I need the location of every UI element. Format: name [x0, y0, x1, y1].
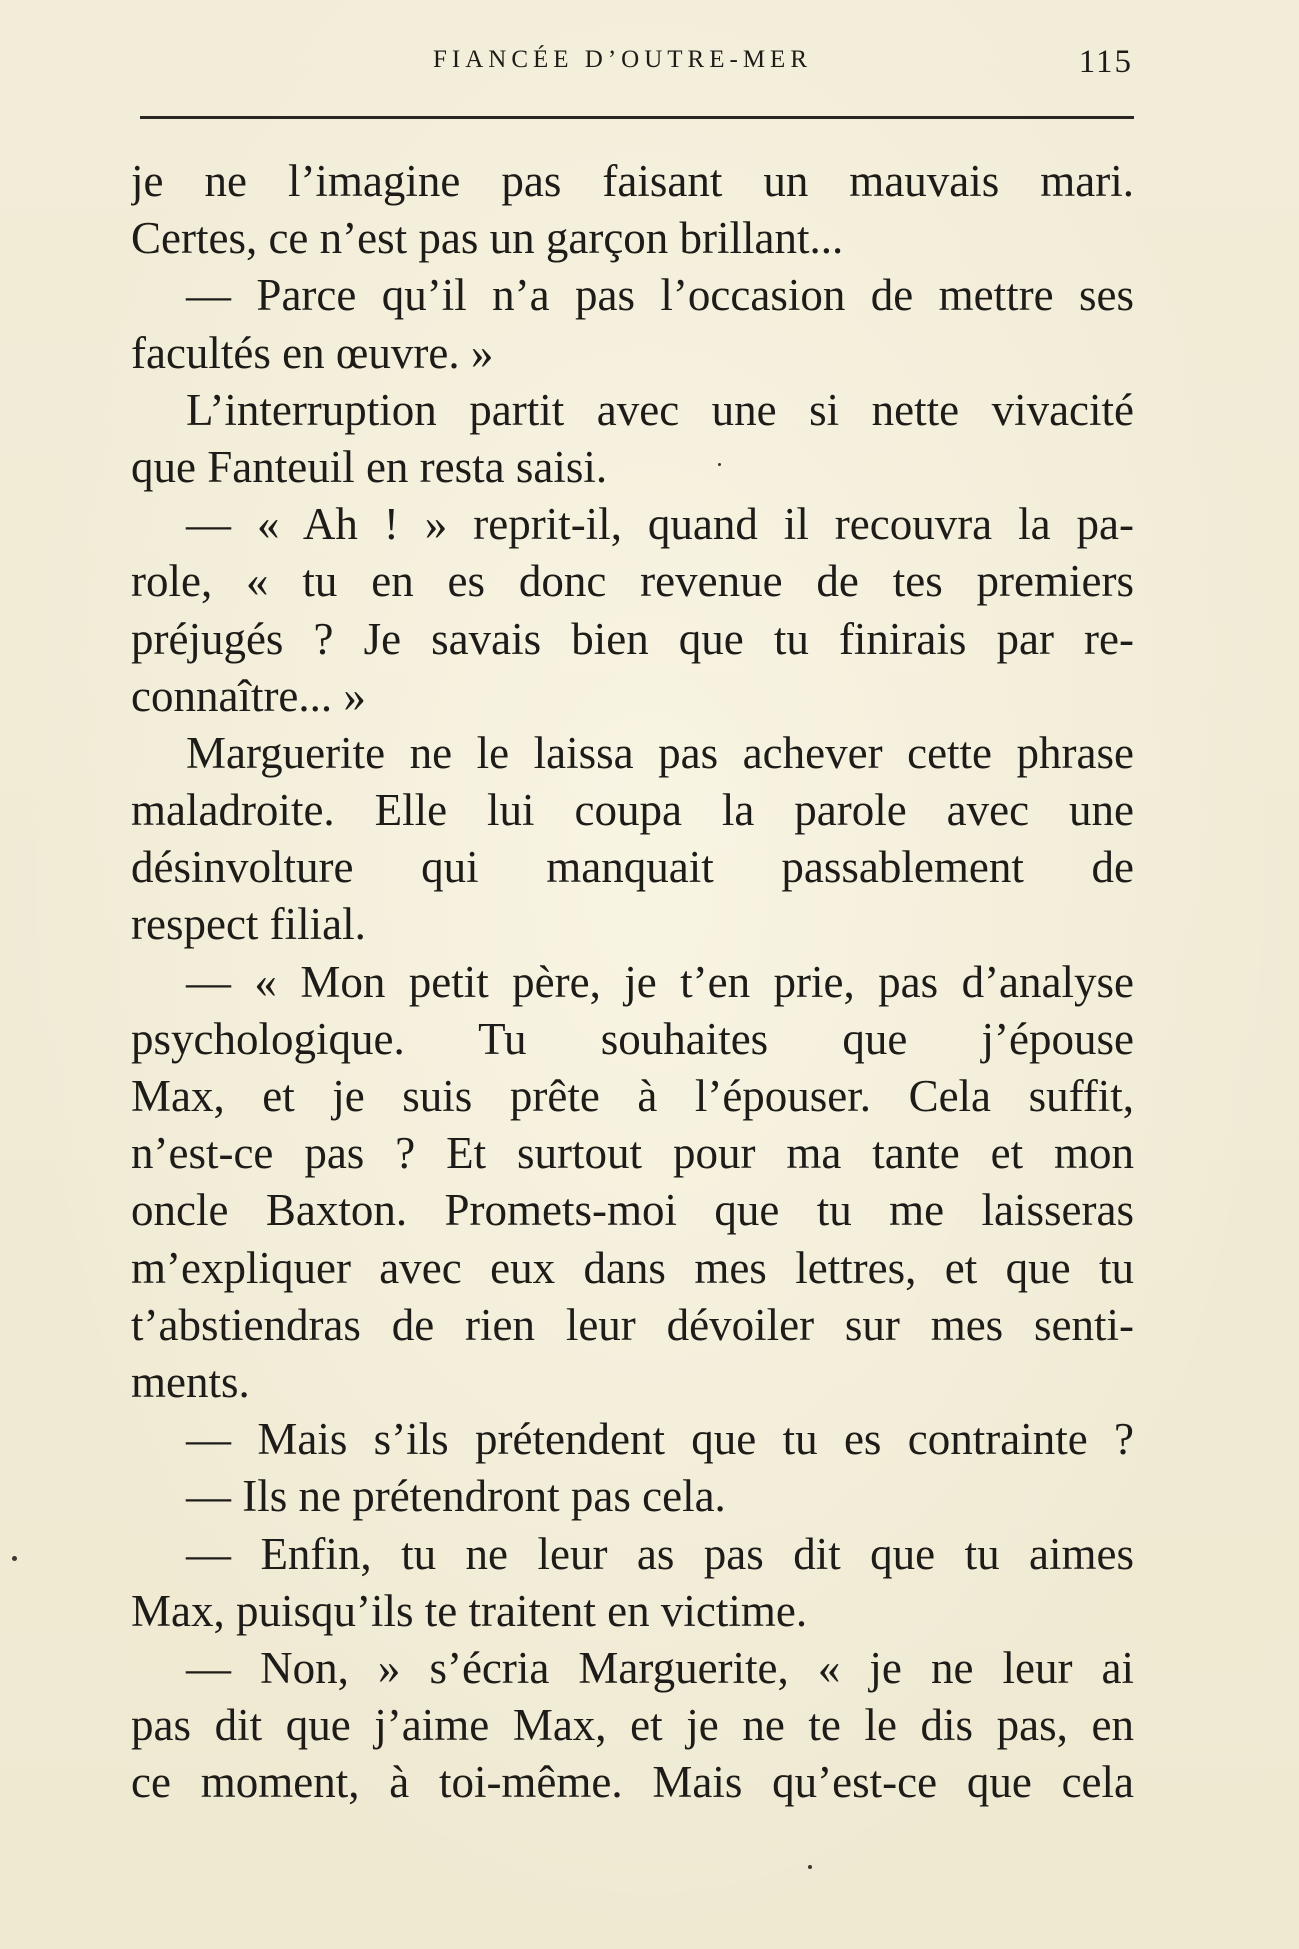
- text-line: pas dit que j’aime Max, et je ne te le dis pas, en: [131, 1700, 1134, 1751]
- text-line: Marguerite ne le laissa pas achever cette phrase: [186, 727, 1134, 778]
- text-line: facultés en œuvre. »: [131, 327, 494, 378]
- text-line: Max, puisqu’ils te traitent en victime.: [131, 1585, 808, 1636]
- body-text: [131, 153, 1134, 1811]
- page-header: [140, 40, 1135, 80]
- text-line: maladroite. Elle lui coupa la parole avec une: [131, 785, 1134, 836]
- text-line: — Ils ne prétendront pas cela.: [186, 1471, 726, 1522]
- text-line: L’interruption partit avec une si nette vivacité: [186, 384, 1134, 435]
- text-line: — Non, » s’écria Marguerite, « je ne leur ai: [186, 1642, 1134, 1693]
- paper-speck: [718, 463, 721, 466]
- paper-speck: [12, 1556, 17, 1561]
- text-line: — Mais s’ils prétendent que tu es contrainte ?: [186, 1414, 1134, 1465]
- text-line: oncle Baxton. Promets-moi que tu me laisseras: [131, 1185, 1134, 1236]
- text-line: préjugés ? Je savais bien que tu finirais par re-: [131, 613, 1134, 664]
- text-line: désinvolture qui manquait passablement de: [131, 842, 1134, 893]
- text-line: ments.: [131, 1356, 250, 1407]
- text-line: je ne l’imagine pas faisant un mauvais mari.: [131, 156, 1134, 206]
- page-number: 115: [1078, 44, 1133, 80]
- text-line: role, « tu en es donc revenue de tes premiers: [131, 556, 1134, 607]
- text-line: respect filial.: [131, 899, 366, 950]
- text-line: m’expliquer avec eux dans mes lettres, et que tu: [131, 1242, 1134, 1293]
- text-line: Certes, ce n’est pas un garçon brillant...: [131, 213, 844, 264]
- text-line: que Fanteuil en resta saisi.: [131, 441, 608, 492]
- text-line: — Enfin, tu ne leur as pas dit que tu aimes: [186, 1528, 1134, 1579]
- text-line: t’abstiendras de rien leur dévoiler sur mes senti-: [131, 1299, 1134, 1350]
- text-line: n’est-ce pas ? Et surtout pour ma tante et mon: [131, 1128, 1134, 1179]
- text-line: — « Ah ! » reprit-il, quand il recouvra la pa-: [186, 499, 1134, 550]
- text-line: psychologique. Tu souhaites que j’épouse: [131, 1013, 1134, 1064]
- text-line: connaître... »: [131, 670, 366, 721]
- header-rule: [140, 116, 1134, 119]
- text-line: Max, et je suis prête à l’épouser. Cela suffit,: [131, 1071, 1134, 1121]
- text-line: — Parce qu’il n’a pas l’occasion de mettre ses: [186, 270, 1134, 321]
- text-line: — « Mon petit père, je t’en prie, pas d’analyse: [186, 956, 1134, 1007]
- text-line: ce moment, à toi-même. Mais qu’est-ce que cela: [131, 1757, 1134, 1808]
- running-title: FIANCÉE D’OUTRE-MER: [432, 46, 812, 73]
- paper-speck: [808, 1865, 812, 1869]
